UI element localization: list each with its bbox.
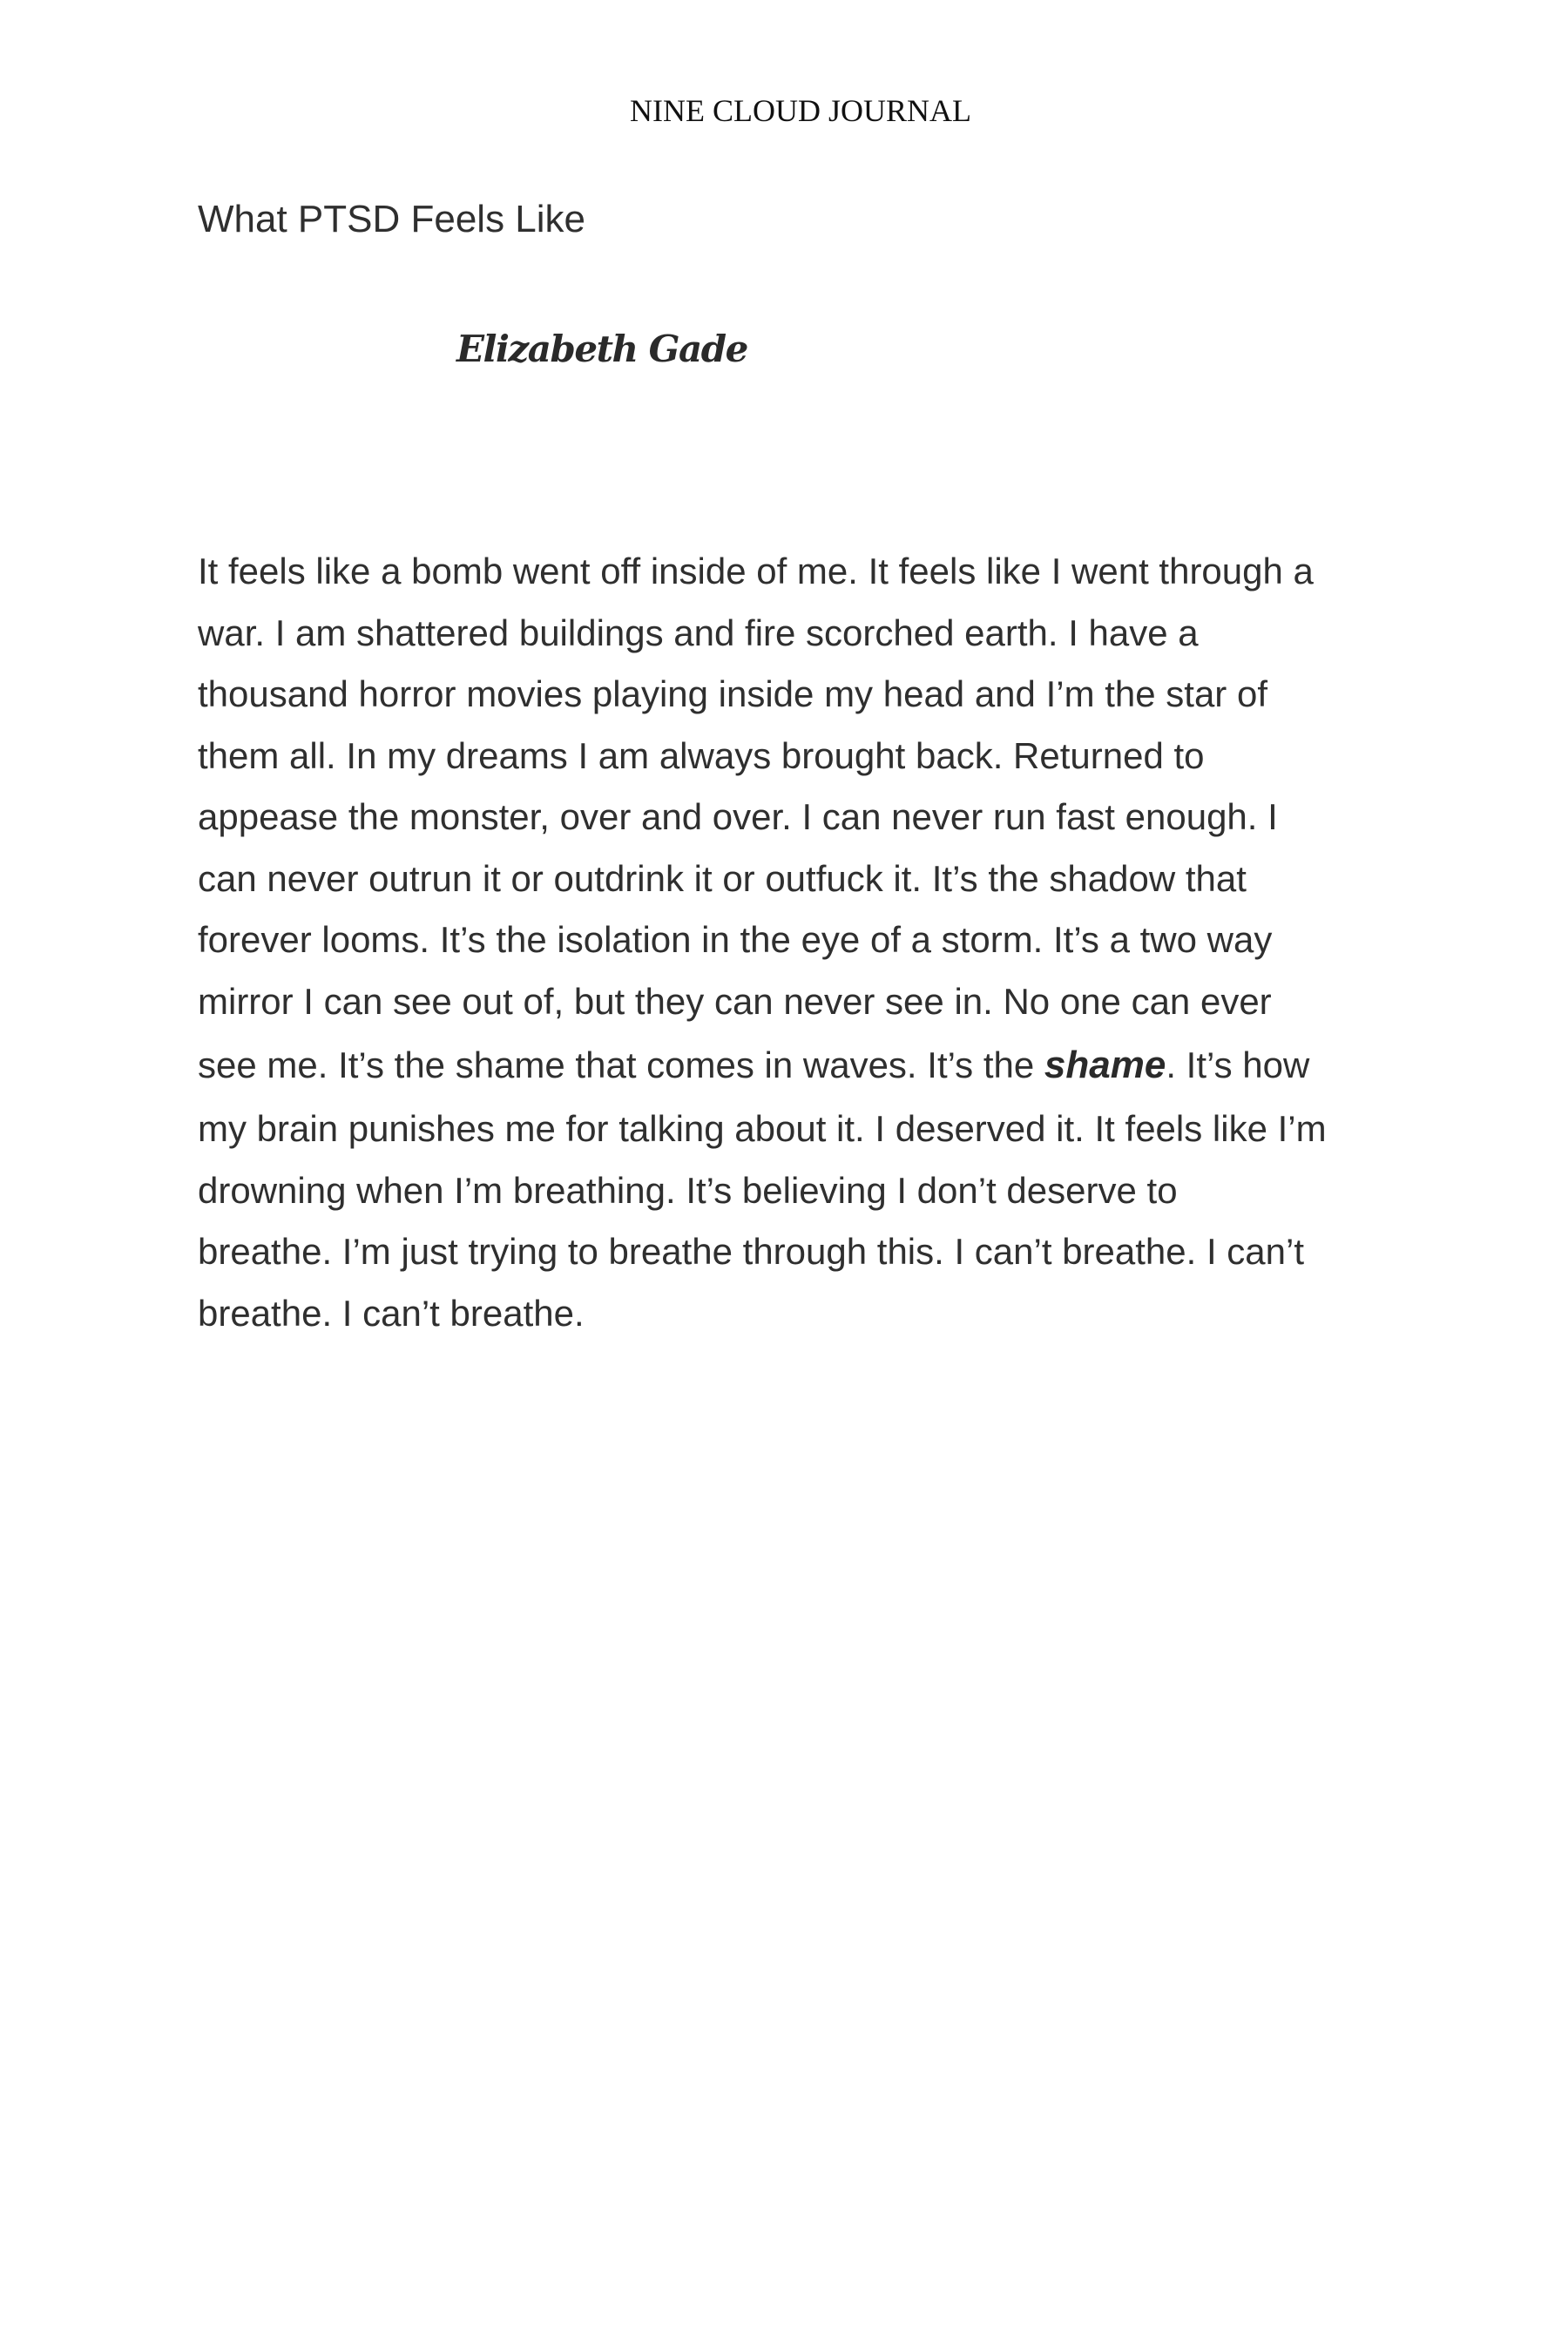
poem-line: can never outrun it or outdrink it or outfuck it. It’s the shadow that (198, 857, 1247, 899)
poem-body (198, 541, 1417, 1344)
emphasized-word: shame (1044, 1044, 1166, 1086)
poem-line: breathe. I’m just trying to breathe through this. I can’t breathe. I can’t (198, 1231, 1305, 1272)
poem-line: drowning when I’m breathing. It’s believing I don’t deserve to (198, 1169, 1178, 1211)
emphasis-line-before: see me. It’s the shame that comes in waves. It’s the (198, 1044, 1044, 1085)
poem-line-with-emphasis (198, 1032, 1417, 1098)
poem-title: What PTSD Feels Like (198, 198, 586, 240)
emphasis-line-after: . It’s how (1166, 1044, 1310, 1085)
journal-name-header: NINE CLOUD JOURNAL (630, 93, 971, 128)
poem-author: Elizabeth Gade (456, 328, 747, 370)
poem-line: my brain punishes me for talking about it. I deserved it. It feels like I’m (198, 1108, 1327, 1149)
poem-line: thousand horror movies playing inside my head and I’m the star of (198, 673, 1267, 714)
poem-line: It feels like a bomb went off inside of me. It feels like I went through a (198, 551, 1314, 591)
poem-line: breathe. I can’t breathe. (198, 1292, 585, 1334)
poem-line: mirror I can see out of, but they can never see in. No one can ever (198, 980, 1272, 1022)
poem-line: them all. In my dreams I am always brought back. Returned to (198, 734, 1205, 776)
poem-line: appease the monster, over and over. I can never run fast enough. I (198, 796, 1278, 837)
poem-line: war. I am shattered buildings and fire scorched earth. I have a (198, 612, 1199, 653)
poem-line: forever looms. It’s the isolation in the eye of a storm. It’s a two way (198, 919, 1273, 960)
